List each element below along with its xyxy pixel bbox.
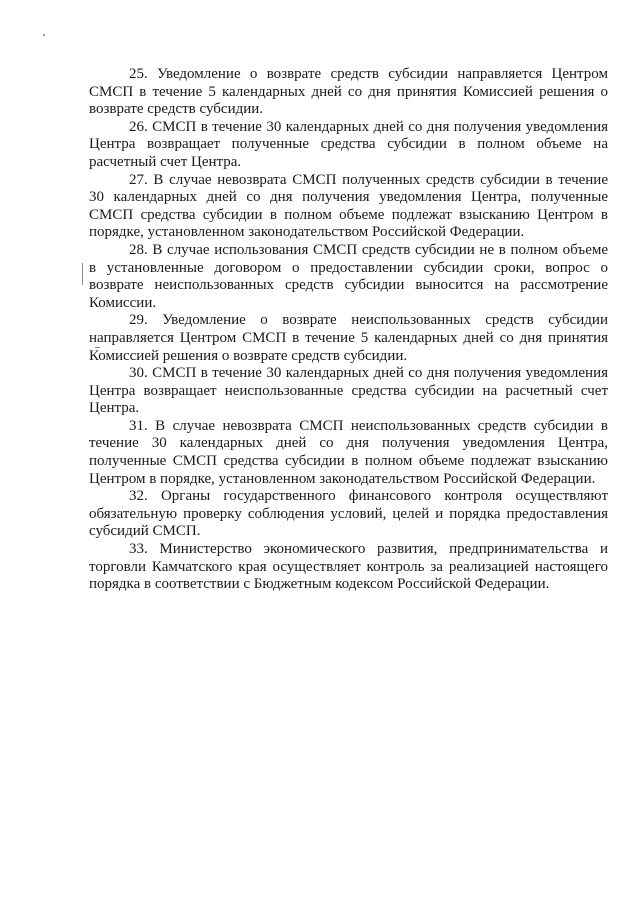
scan-dot <box>43 34 45 36</box>
paragraph-32: 32. Органы государственного финансового контроля осуществляют обязательную проверку соблюдения условий, целей и порядка предоставления субсидий СМСП. <box>89 488 608 540</box>
paragraph-27: 27. В случае невозврата СМСП полученных средств субсидии в течение 30 календарных дней со дня получения уведомления Центра, полученные СМСП средства субсидии в полном объеме подлежат взысканию Центром в порядке, установленном законодательством Российской Федерации. <box>89 171 608 241</box>
paragraph-29: 29. Уведомление о возврате неиспользованных средств субсидии направляется Центром СМСП в течение 5 календарных дней со дня принятия Комиссией решения о возврате средств субсидии. <box>89 312 608 364</box>
paragraph-26: 26. СМСП в течение 30 календарных дней со дня получения уведомления Центра возвращает полученные средства субсидии в полном объеме на расчетный счет Центра. <box>89 118 608 170</box>
paragraph-28: 28. В случае использования СМСП средств субсидии не в полном объеме в установленные договором о предоставлении субсидии сроки, вопрос о возврате неиспользованных средств субсидии выносится на рассмотрение Комиссии. <box>89 241 608 311</box>
paragraph-30: 30. СМСП в течение 30 календарных дней со дня получения уведомления Центра возвращает неиспользованные средства субсидии на расчетный счет Центра. <box>89 365 608 417</box>
paragraph-31: 31. В случае невозврата СМСП неиспользованных средств субсидии в течение 30 календарных дней со дня получения уведомления Центра, полученные СМСП средства субсидии в полном объеме подлежат взысканию Центром в порядке, установленном законодательством Российской Федерации. <box>89 417 608 487</box>
margin-mark <box>82 263 83 285</box>
paragraph-33: 33. Министерство экономического развития, предпринимательства и торговли Камчатского края осуществляет контроль за реализацией настоящего порядка в соответствии с Бюджетным кодексом Российской Федерации. <box>89 541 608 593</box>
paragraph-25: 25. Уведомление о возврате средств субсидии направляется Центром СМСП в течение 5 календарных дней со дня принятия Комиссией решения о возврате средств субсидии. <box>89 66 608 118</box>
document-body <box>89 66 608 594</box>
